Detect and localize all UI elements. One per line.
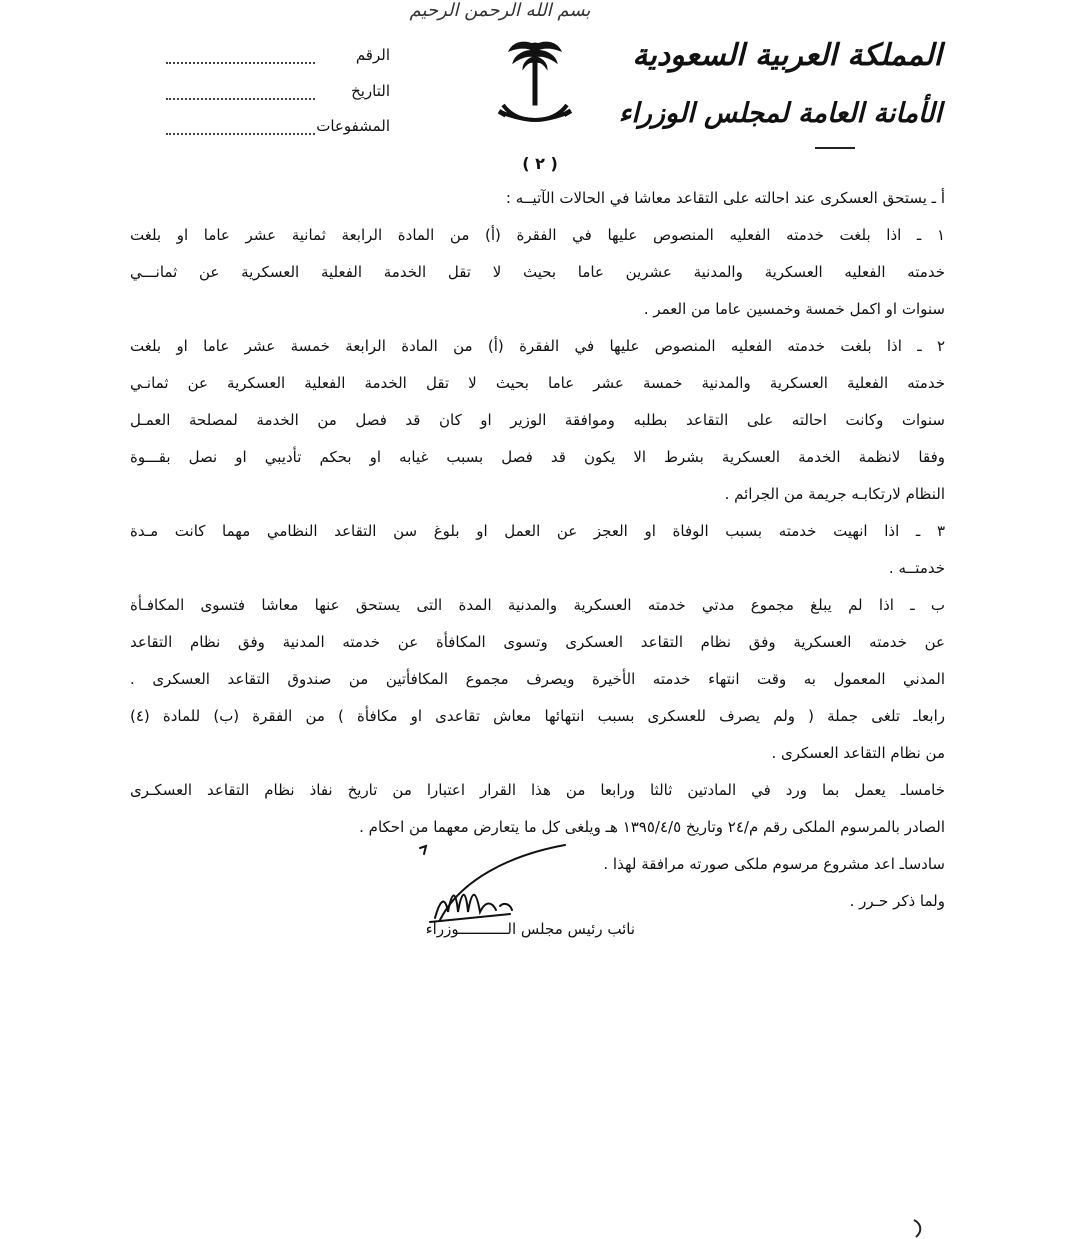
reference-number-field [160, 46, 390, 70]
handwritten-signature [400, 840, 570, 930]
text-line: ب ـ اذا لم يبلغ مجموع مدتي خدمته العسكرية والمدنية المدة التى يستحق عنها معاشا فتسوى المكافـأة [130, 596, 945, 614]
text-line: سنوات او اكمل خمسة وخمسين عاما من العمر . [643, 300, 945, 318]
header-divider [815, 147, 855, 149]
text-line: سادساـ اعد مشروع مرسوم ملكى صورته مرافقة لهذا . [603, 855, 945, 873]
text-line: خامساـ يعمل بما ورد في المادتين ثالثا ورابعا من هذا القرار اعتبارا من تاريخ نفاذ نظام التقاعد العسكـرى [130, 781, 945, 799]
kingdom-name: المملكة العربية السعودية [632, 38, 942, 73]
palm-swords-emblem-icon [495, 35, 575, 135]
secretariat-name: الأمانة العامة لمجلس الوزراء [618, 98, 942, 129]
text-line: عن خدمته العسكرية وفق نظام التقاعد العسكرى وتسوى المكافأة عن خدمته المدنية وفق نظام التقاعد [130, 633, 945, 651]
dotted-blank [166, 98, 315, 100]
text-line: خدمته الفعليه العسكرية والمدنية عشرين عاما بحيث لا تقل الخدمة الفعلية العسكرية عن ثمانـــي [130, 263, 945, 281]
text-line: من نظام التقاعد العسكرى . [771, 744, 945, 762]
text-line: النظام لارتكابـه جريمة من الجرائم . [724, 485, 945, 503]
signatory-title: نائب رئيس مجلس الـــــــــــوزراء [425, 920, 635, 938]
text-line: خدمتــه . [888, 559, 945, 577]
ink-mark [908, 1218, 928, 1238]
text-line: الصادر بالمرسوم الملكى رقم م/٢٤ وتاريخ ١٣٩٥/٤/٥ هـ ويلغى كل ما يتعارض معهما من احكام . [359, 818, 945, 836]
dotted-blank [166, 62, 315, 64]
field-label: المشفوعات [316, 117, 390, 135]
text-line: رابعاـ تلغى جملة ( ولم يصرف للعسكرى بسبب انتهائها معاش تقاعدى او مكافأة ) من الفقرة (ب) للمادة (٤) [130, 707, 945, 725]
text-line: خدمته الفعلية العسكرية والمدنية خمسة عشر عاما بحيث لا تقل الخدمة الفعلية العسكرية عن ثمانـي [130, 374, 945, 392]
field-label: التاريخ [351, 82, 390, 100]
date-field [160, 82, 390, 106]
page-number: ( ٢ ) [522, 154, 558, 173]
document-body [130, 180, 945, 920]
text-line: سنوات وكانت احالته على التقاعد بطلبه وموافقة الوزير او كان قد فصل من الخدمة لمصلحة العمـل [130, 411, 945, 429]
attachments-field [160, 117, 390, 141]
field-label: الرقم [355, 46, 390, 64]
basmala: بسم الله الرحمن الرحيم [409, 0, 591, 21]
text-line: المدني المعمول به وقت انتهاء خدمته الأخيرة ويصرف مجموع المكافأتين من صندوق التقاعد العسكرى . [130, 670, 945, 688]
text-line: ١ ـ اذا بلغت خدمته الفعليه المنصوص عليها في الفقرة (أ) من المادة الرابعة ثمانية عشر عاما او بلغت [130, 226, 945, 244]
text-line: أ ـ يستحق العسكرى عند احالته على التقاعد معاشا في الحالات الآتيــه : [505, 189, 945, 207]
text-line: ولما ذكر حـرر . [849, 892, 945, 910]
text-line: ٣ ـ اذا انهيت خدمته بسبب الوفاة او العجز عن العمل او بلوغ سن التقاعد النظامي مهما كانت مـدة [130, 522, 945, 540]
text-line: ٢ ـ اذا بلغت خدمته الفعليه المنصوص عليها في الفقرة (أ) من المادة الرابعة خمسة عشر عاما او بلغت [130, 337, 945, 355]
text-line: وفقا لانظمة الخدمة العسكرية بشرط الا يكون قد فصل بسبب غيابه او بحكم تأديبي او نصل بقـــوة [130, 448, 945, 466]
dotted-blank [166, 133, 315, 135]
